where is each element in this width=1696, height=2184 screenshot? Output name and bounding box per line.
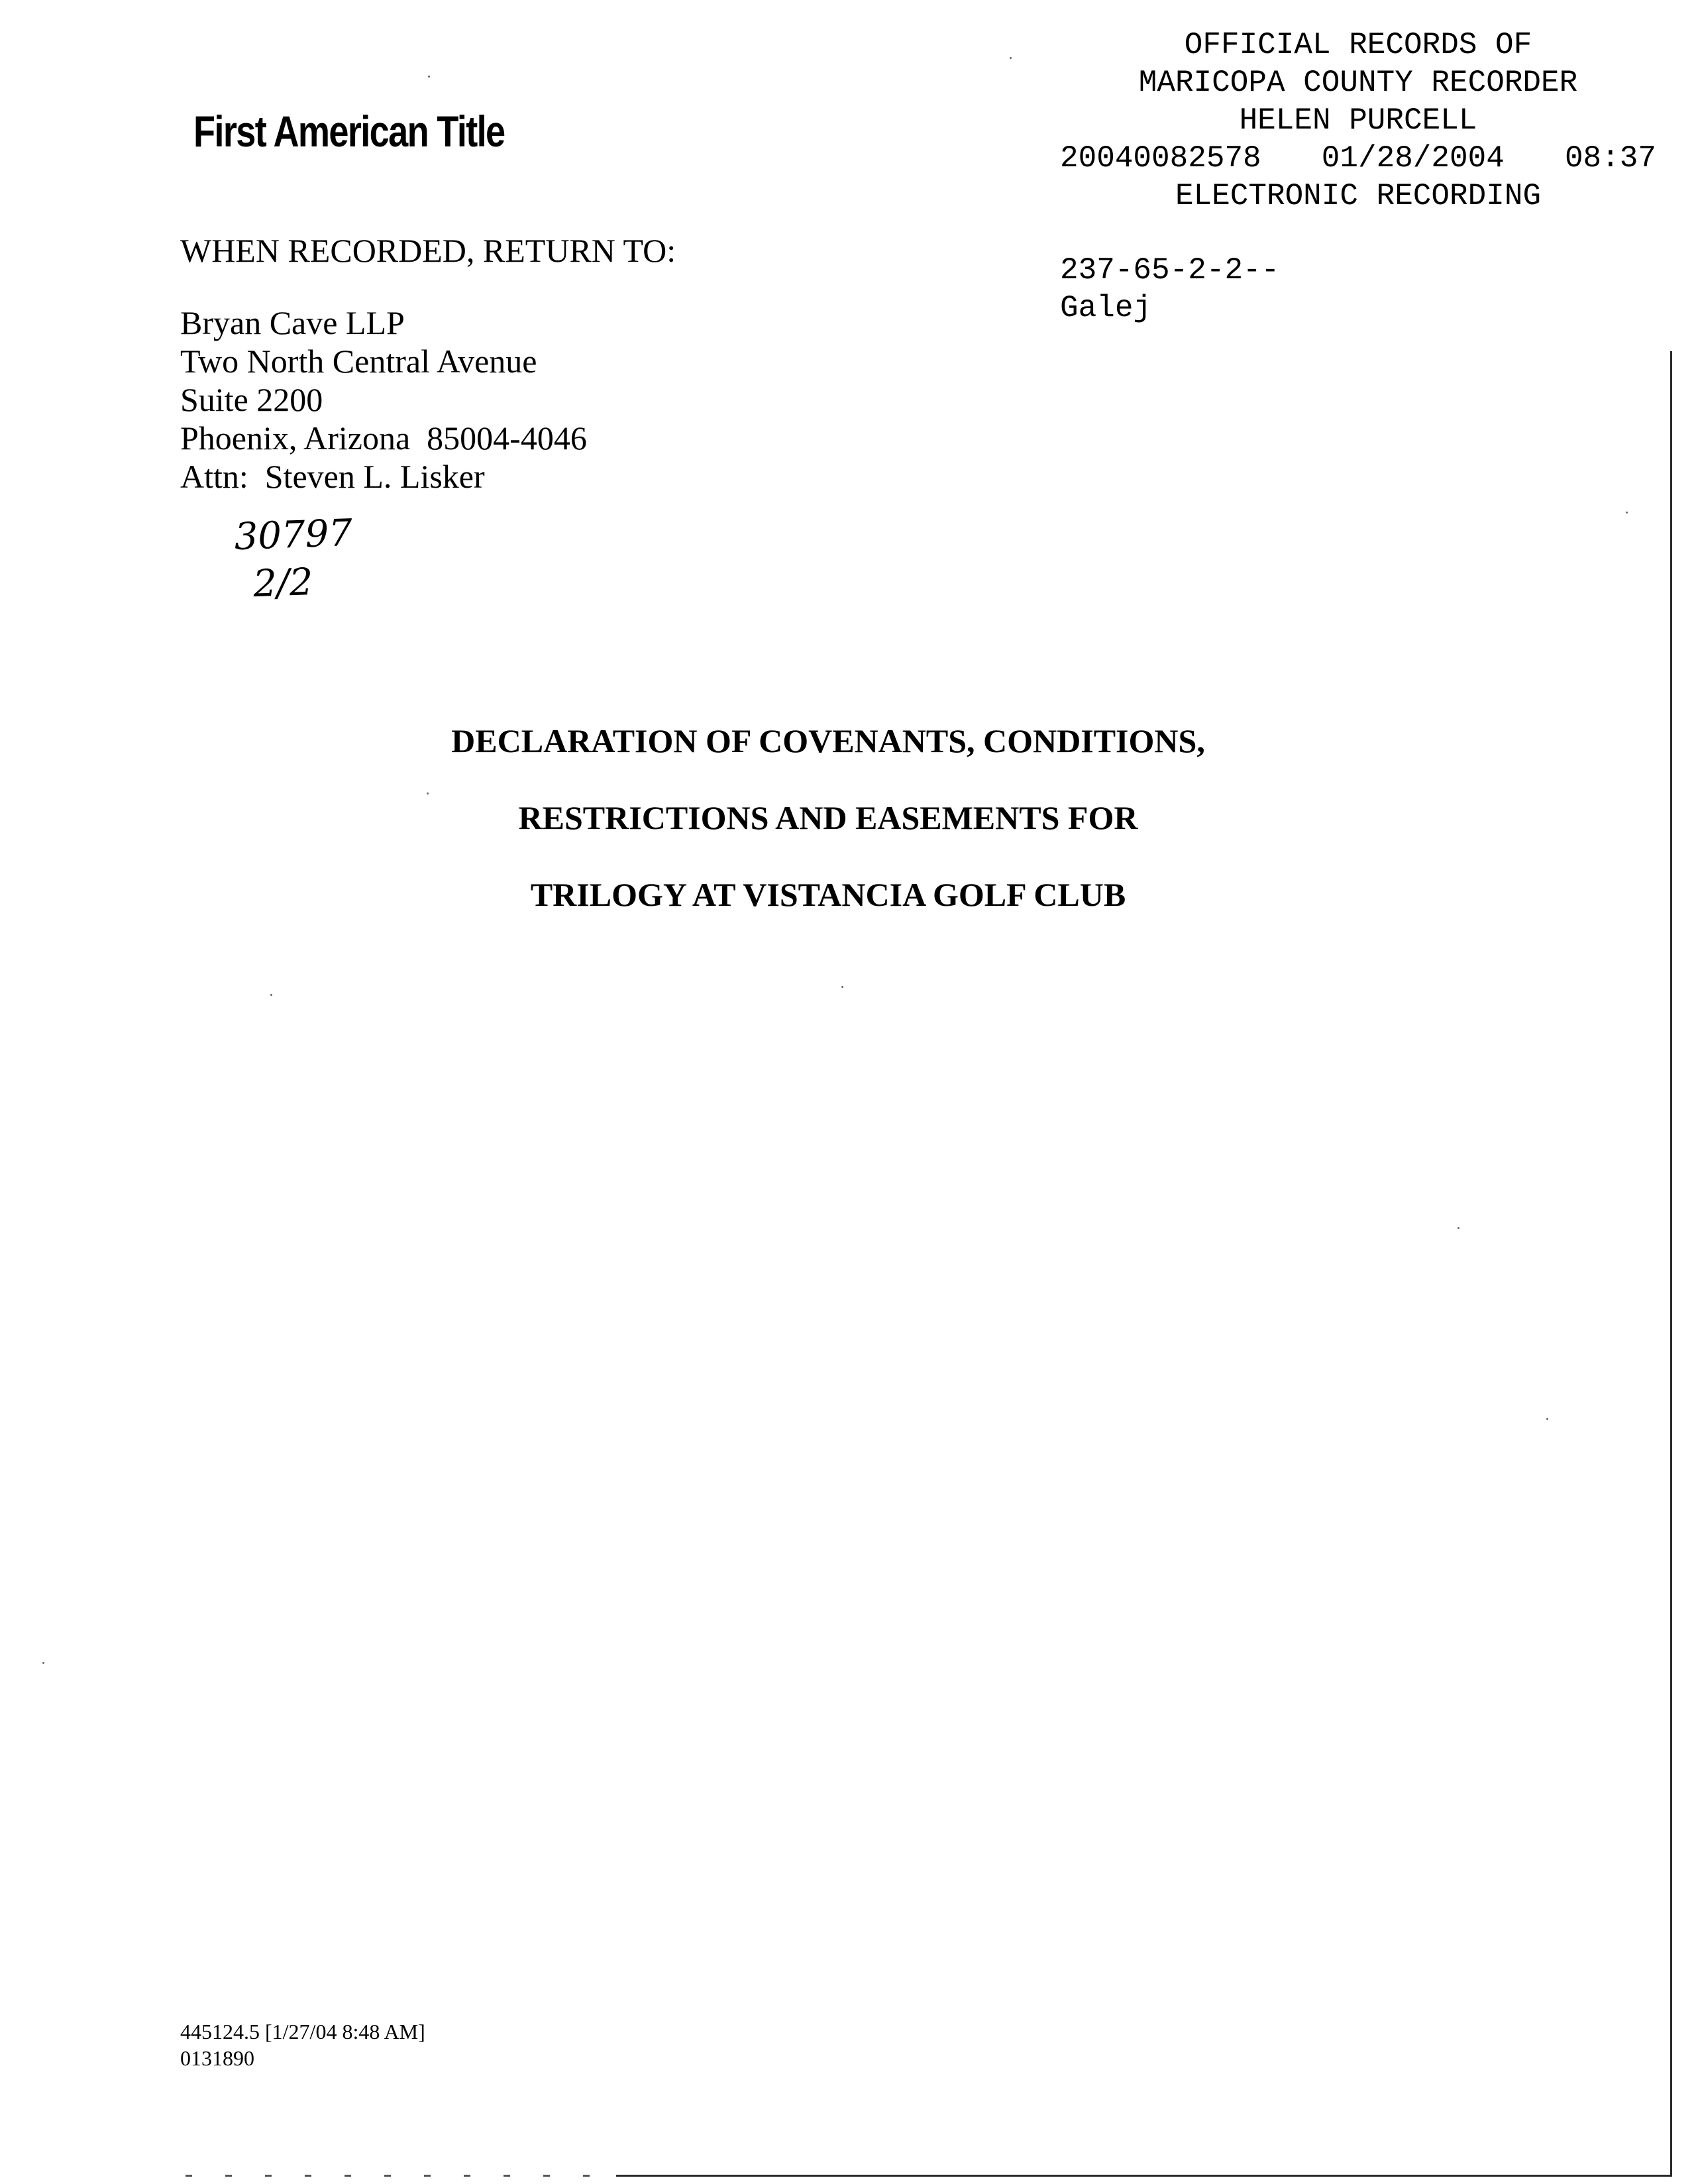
document-title: [0, 721, 1656, 952]
footer-doc-info: [180, 2018, 425, 2071]
stamp-line-recorder-name: HELEN PURCELL: [1239, 103, 1477, 138]
recording-number: 20040082578: [1060, 141, 1261, 176]
scan-speck: [1626, 512, 1628, 514]
handwritten-notes: [234, 510, 355, 609]
title-line-2: RESTRICTIONS AND EASEMENTS FOR: [518, 799, 1138, 836]
footer-doc-id: 445124.5 [1/27/04 8:48 AM]: [180, 2020, 425, 2044]
stamp-recording-line: [1060, 140, 1656, 178]
handwritten-number: 30797: [233, 511, 353, 559]
company-logo: First American Title: [193, 107, 505, 156]
scan-speck: [427, 792, 429, 794]
title-line-3: TRILOGY AT VISTANCIA GOLF CLUB: [530, 876, 1126, 913]
scan-speck: [42, 1662, 44, 1664]
scan-border-bottom: [616, 2175, 1672, 2177]
scan-speck: [1458, 1227, 1459, 1229]
address-line: Phoenix, Arizona 85004-4046: [180, 419, 587, 457]
return-address-block: [180, 231, 676, 496]
stamp-line-county-recorder: MARICOPA COUNTY RECORDER: [1138, 66, 1578, 100]
address-line: Suite 2200: [180, 381, 323, 418]
address-line: Bryan Cave LLP: [180, 304, 405, 341]
recording-date: 01/28/2004: [1321, 141, 1505, 176]
recorder-stamp: [1060, 27, 1656, 215]
scan-speck: [428, 76, 430, 78]
recording-time: 08:37: [1564, 141, 1656, 176]
scan-speck: [841, 986, 843, 988]
scan-border-right: [1670, 351, 1672, 2177]
handwritten-fraction: 2/2: [252, 561, 314, 606]
address-line: Attn: Steven L. Lisker: [180, 458, 485, 495]
scan-speck: [270, 994, 272, 996]
clerk-name: Galej: [1060, 291, 1152, 325]
title-line-1: DECLARATION OF COVENANTS, CONDITIONS,: [451, 722, 1205, 759]
return-heading: WHEN RECORDED, RETURN TO:: [180, 232, 676, 269]
parcel-number: 237-65-2-2--: [1060, 253, 1280, 288]
return-address: [180, 303, 676, 496]
scan-speck: [1546, 1418, 1548, 1420]
scan-speck: [1010, 57, 1012, 59]
scan-border-bottom-dashes: [186, 2175, 610, 2177]
footer-number: 0131890: [180, 2046, 254, 2070]
stamp-line-electronic-recording: ELECTRONIC RECORDING: [1175, 179, 1542, 213]
address-line: Two North Central Avenue: [180, 343, 537, 380]
parcel-block: [1060, 252, 1279, 327]
stamp-line-official-records: OFFICIAL RECORDS OF: [1184, 28, 1532, 62]
